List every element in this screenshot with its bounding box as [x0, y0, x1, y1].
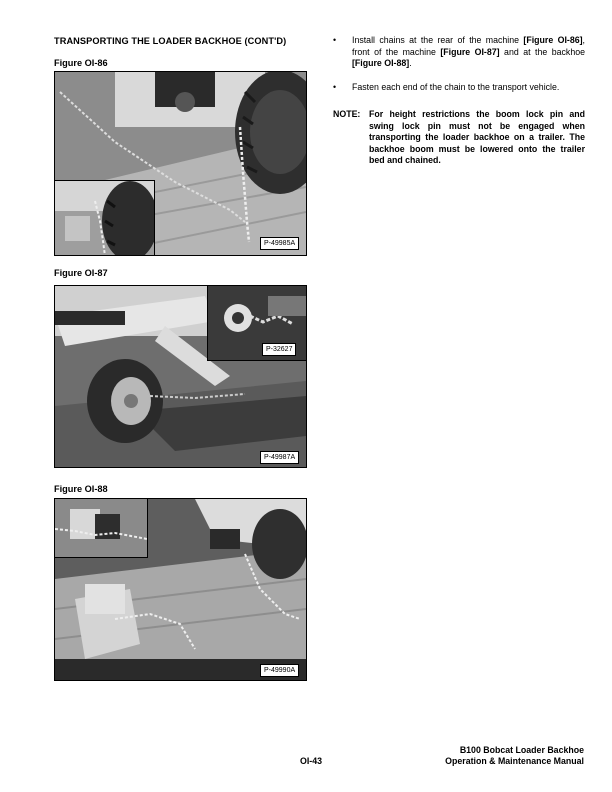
figure-oi-86-photo: [54, 71, 307, 256]
page-number: OI-43: [300, 756, 323, 766]
figure-label-oi-88: Figure OI-88: [54, 484, 108, 494]
ref-figure-oi-88: [Figure OI-88]: [352, 58, 410, 68]
figure-oi-87-photo: [54, 285, 307, 468]
bullet-symbol: •: [333, 82, 337, 92]
manual-title-block: [364, 745, 584, 767]
inset-photo-code-oi-87: P-32627: [262, 343, 296, 356]
figure-oi-88-photo: [54, 498, 307, 681]
bullet-text-fasten: Fasten each end of the chain to the transport vehicle.: [352, 82, 560, 92]
photo-code-oi-88: P-49990A: [260, 664, 299, 677]
bullet-symbol: •: [333, 35, 337, 45]
figure-label-oi-86: Figure OI-86: [54, 58, 108, 68]
manual-subtitle: Operation & Maintenance Manual: [445, 756, 584, 766]
bullet-text-install-chains: Install chains at the rear of the machine [Figure OI-86], front of the machine [Figure OI-87] and at the backhoe [Figure OI-88].: [352, 35, 586, 68]
ref-figure-oi-87: [Figure OI-87]: [440, 46, 500, 57]
section-heading: TRANSPORTING THE LOADER BACKHOE (CONT'D): [54, 36, 287, 46]
photo-code-oi-86: P-49985A: [260, 237, 299, 250]
note-prefix: NOTE:: [333, 109, 361, 119]
figure-oi-86-inset: [54, 180, 155, 256]
figure-oi-88-inset: [54, 498, 148, 558]
ref-figure-oi-86: [Figure OI-86]: [523, 35, 583, 45]
photo-code-oi-87: P-49987A: [260, 451, 299, 464]
manual-title: B100 Bobcat Loader Backhoe: [459, 745, 584, 755]
figure-label-oi-87: Figure OI-87: [54, 268, 108, 278]
note-text: For height restrictions the boom lock pin and swing lock pin must not be engaged when transporting the loader backhoe on a trailer. The backhoe boom must be lowered onto the trailer bed and chained.: [369, 109, 585, 165]
figure-oi-87-inset: [207, 285, 307, 361]
